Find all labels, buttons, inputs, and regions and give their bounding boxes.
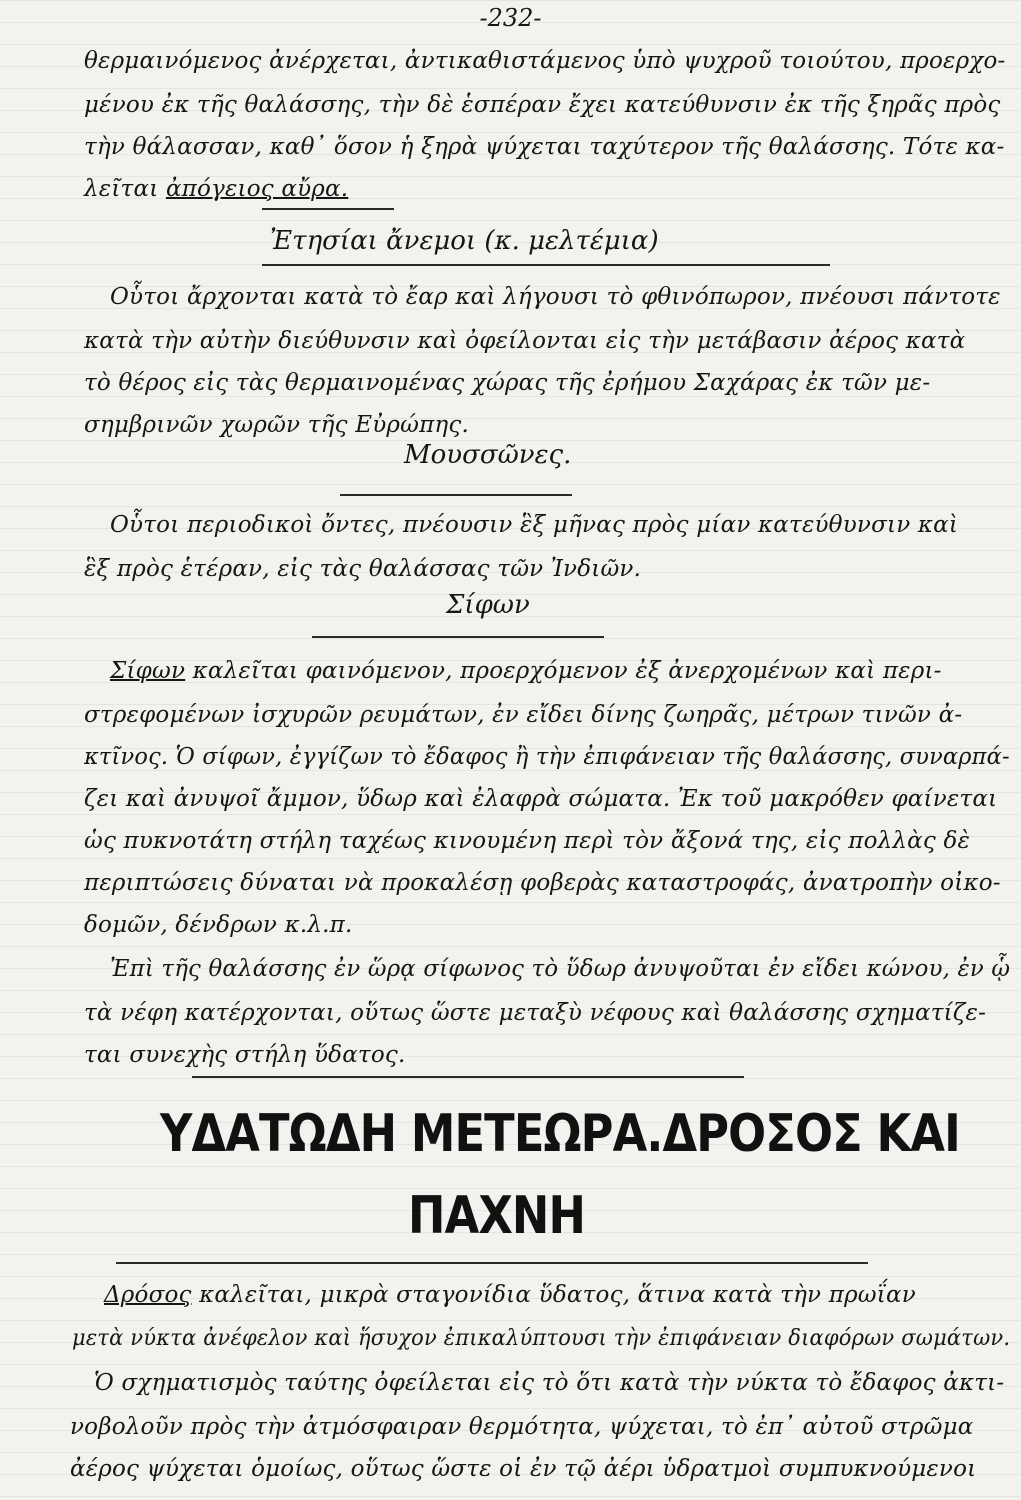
chapter-title-line-2: ΠΑΧΝΗ [408,1186,586,1246]
term-siphon: Σίφων [110,658,186,684]
text-line [104,1282,916,1308]
section-rule [192,1076,744,1078]
text-line: σημβρινῶν χωρῶν τῆς Εὐρώπης. [84,412,469,438]
page-number: -232- [479,4,542,32]
text-rest: καλεῖται φαινόμενον, προερχόμενον ἐξ ἀνερχομένων καὶ περι- [185,658,942,684]
text-line: Ὁ σχηματισμὸς ταύτης ὀφείλεται εἰς τὸ ὅτι κατὰ τὴν νύκτα τὸ ἔδαφος ἀκτι- [94,1370,1005,1396]
heading-rule [262,264,830,266]
text-line: μένου ἐκ τῆς θαλάσσης, τὴν δὲ ἑσπέραν ἔχει κατεύθυνσιν ἐκ τῆς ξηρᾶς πρὸς [84,92,1001,118]
text-line: ζει καὶ ἀνυψοῖ ἄμμον, ὕδωρ καὶ ἐλαφρὰ σώματα. Ἐκ τοῦ μακρόθεν φαίνεται [84,786,998,812]
term-underline [262,208,394,210]
text-line: περιπτώσεις δύναται νὰ προκαλέσῃ φοβερὰς καταστροφάς, ἀνατροπὴν οἰκο- [84,870,1001,896]
text-line: Ἐπὶ τῆς θαλάσσης ἐν ὥρᾳ σίφωνος τὸ ὕδωρ ἀνυψοῦται ἐν εἴδει κώνου, ἐν ᾧ [110,956,1011,982]
text-line: ἀέρος ψύχεται ὁμοίως, οὕτως ὥστε οἱ ἐν τῷ ἀέρι ὑδρατμοὶ συμπυκνούμενοι [70,1456,977,1482]
text-line: στρεφομένων ἰσχυρῶν ρευμάτων, ἐν εἴδει δίνης ζωηρᾶς, μέτρων τινῶν ἀ- [84,702,963,728]
text-line: ὡς πυκνοτάτη στήλη ταχέως κινουμένη περὶ τὸν ἄξονά της, εἰς πολλὰς δὲ [84,828,971,854]
heading-rule [312,636,604,638]
title-rule [116,1262,868,1264]
chapter-title-line-1: ΥΔΑΤΩΔΗ ΜΕΤΕΩΡΑ.ΔΡΟΣΟΣ ΚΑΙ [160,1104,960,1164]
text-line [84,176,348,202]
text-line: Οὗτοι ἄρχονται κατὰ τὸ ἔαρ καὶ λήγουσι τὸ φθινόπωρον, πνέουσι πάντοτε [110,284,1001,310]
text-line: Οὗτοι περιοδικοὶ ὄντες, πνέουσιν ἓξ μῆνας πρὸς μίαν κατεύθυνσιν καὶ [110,512,959,538]
section-heading-etesian: Ἐτησίαι ἄνεμοι (κ. μελτέμια) [270,226,659,256]
text-prefix: λεῖται [84,176,159,202]
text-rest: καλεῖται, μικρὰ σταγονίδια ὕδατος, ἅτινα κατὰ τὴν πρωΐαν [191,1282,916,1308]
term-apogeios-avra: ἀπόγειος αὔρα. [165,176,349,202]
text-line: θερμαινόμενος ἀνέρχεται, ἀντικαθιστάμενος ὑπὸ ψυχροῦ τοιούτου, προερχο- [84,48,1006,74]
text-line: ται συνεχὴς στήλη ὕδατος. [84,1042,406,1068]
section-heading-siphon: Σίφων [446,590,530,620]
text-line: μετὰ νύκτα ἀνέφελον καὶ ἥσυχον ἐπικαλύπτουσι τὴν ἐπιφάνειαν διαφόρων σωμάτων. [72,1326,1011,1351]
text-line: ἓξ πρὸς ἑτέραν, εἰς τὰς θαλάσσας τῶν Ἰνδιῶν. [84,556,642,582]
text-line: τὸ θέρος εἰς τὰς θερμαινομένας χώρας τῆς ἐρήμου Σαχάρας ἐκ τῶν με- [84,370,931,396]
text-line: τὴν θάλασσαν, καθ᾽ ὅσον ἡ ξηρὰ ψύχεται ταχύτερον τῆς θαλάσσης. Τότε κα- [84,134,1005,160]
text-line: κατὰ τὴν αὐτὴν διεύθυνσιν καὶ ὀφείλονται εἰς τὴν μετάβασιν ἀέρος κατὰ [84,328,966,354]
text-line: κτῖνος. Ὁ σίφων, ἐγγίζων τὸ ἔδαφος ἢ τὴν ἐπιφάνειαν τῆς θαλάσσης, συναρπά- [84,744,1010,770]
text-line: νοβολοῦν πρὸς τὴν ἀτμόσφαιραν θερμότητα, ψύχεται, τὸ ἐπ᾽ αὐτοῦ στρῶμα [70,1414,974,1440]
term-dew: Δρόσος [104,1282,192,1308]
section-heading-monsoons: Μουσσῶνες. [404,440,572,470]
text-line: δομῶν, δένδρων κ.λ.π. [84,912,353,938]
text-line [110,658,942,684]
heading-rule [340,494,572,496]
text-line: τὰ νέφη κατέρχονται, οὕτως ὥστε μεταξὺ νέφους καὶ θαλάσσης σχηματίζε- [84,1000,987,1026]
